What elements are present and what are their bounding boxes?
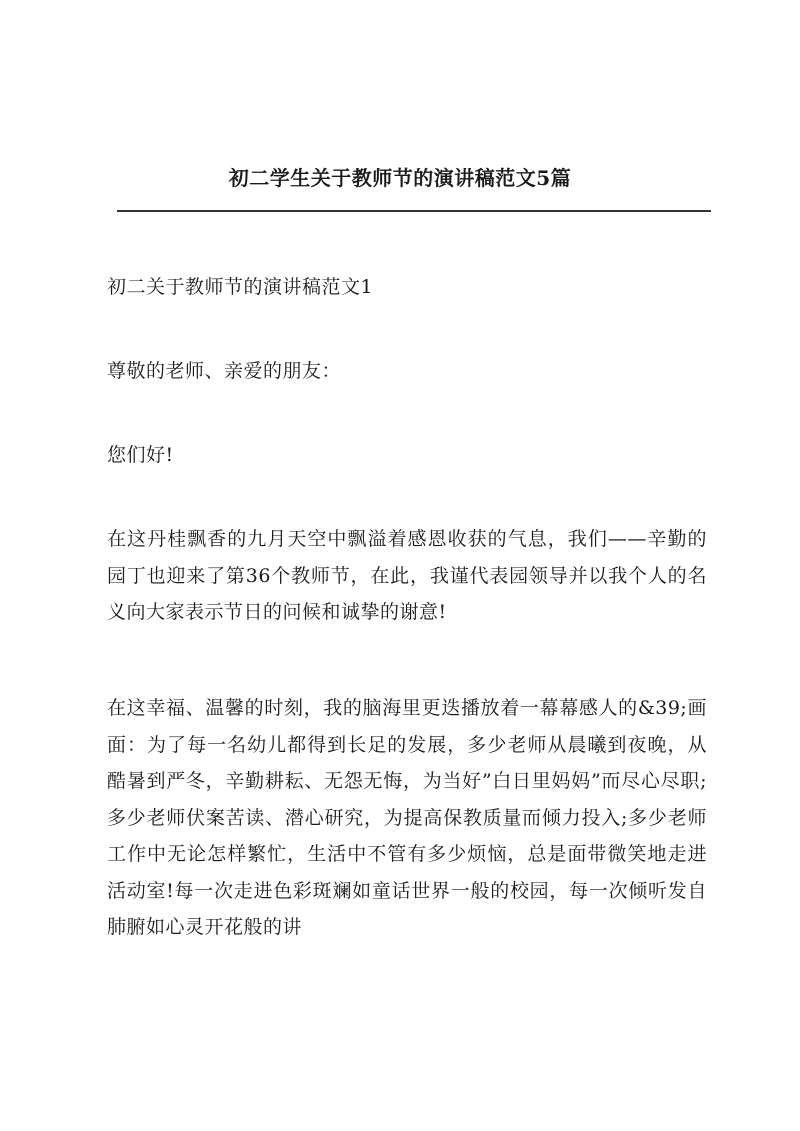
- section-heading: 初二关于教师节的演讲稿范文1: [107, 276, 374, 298]
- salutation-line: 尊敬的老师、亲爱的朋友：: [107, 360, 342, 382]
- document-title: 初二学生关于教师节的演讲稿范文5篇: [228, 166, 572, 190]
- body-paragraph-1: 在这丹桂飘香的九月天空中飘溢着感恩收获的气息，我们——辛勤的园丁也迎来了第36个教师节，在此，我谨代表园领导并以我个人的名义向大家表示节日的问候和诚挚的谢意!: [107, 528, 707, 623]
- greeting-line: 您们好!: [107, 444, 174, 466]
- body-paragraph-2: 在这幸福、温馨的时刻，我的脑海里更迭播放着一幕幕感人的&39;画面：为了每一名幼儿都得到长足的发展，多少老师从晨曦到夜晚，从酷暑到严冬，辛勤耕耘、无怨无悔，为当好”白日里妈妈”而尽心尽职;多少老师伏案苦读、潜心研究，为提高保教质量而倾力投入;多少老师工作中无论怎样繁忙，生活中不管有多少烦恼，总是面带微笑地走进活动室!每一次走进色彩斑斓如童话世界一般的校园，每一次倾听发自肺腑如心灵开花般的讲: [107, 697, 707, 938]
- title-divider: [117, 210, 711, 212]
